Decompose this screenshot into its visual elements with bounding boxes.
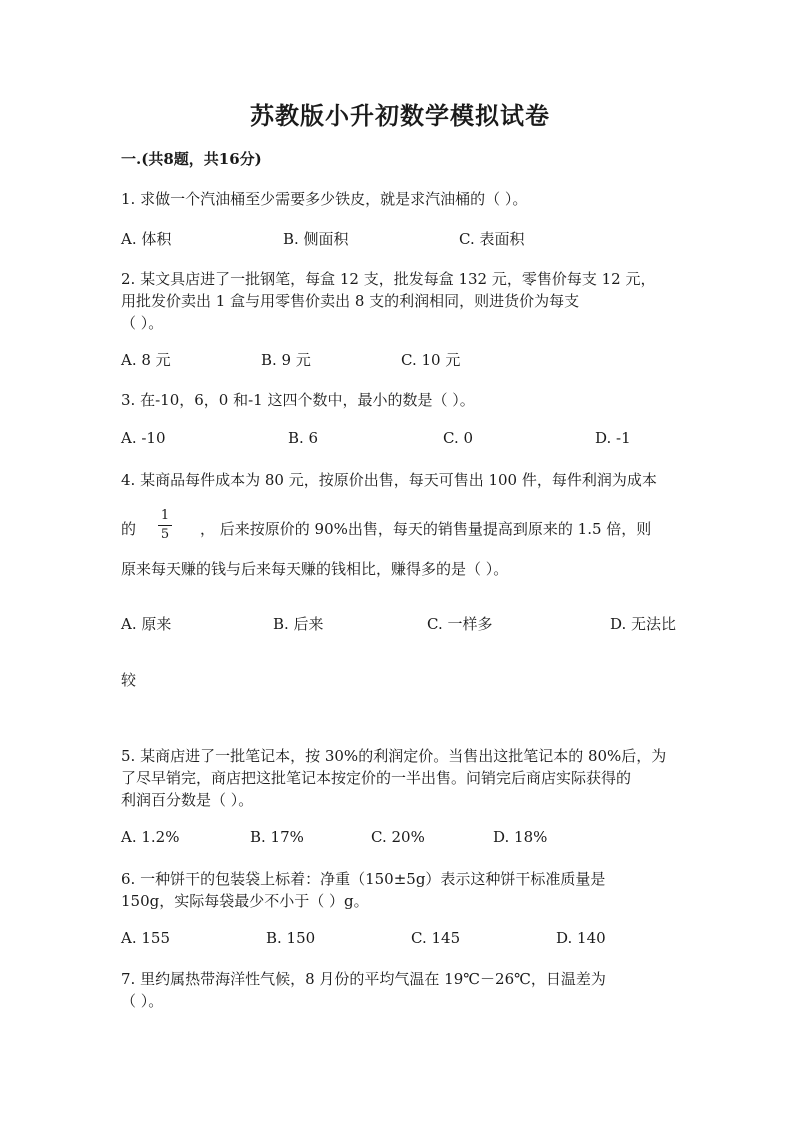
q1-option-c[interactable]: C. 表面积 (459, 230, 525, 248)
q6-option-a[interactable]: A. 155 (121, 929, 170, 947)
q2-option-b[interactable]: B. 9 元 (261, 351, 311, 369)
q1-option-b[interactable]: B. 侧面积 (283, 230, 349, 248)
q3-option-a[interactable]: A. -10 (121, 429, 166, 447)
q6-option-c[interactable]: C. 145 (411, 929, 461, 947)
question-2-line-3: （ ）。 (121, 314, 164, 332)
question-7-line-2: （ ）。 (121, 992, 164, 1010)
q3-option-b[interactable]: B. 6 (288, 429, 319, 447)
question-1-text: 1. 求做一个汽油桶至少需要多少铁皮，就是求汽油桶的（ ）。 (121, 190, 528, 208)
q4-option-d[interactable]: D. 无法比 (610, 615, 677, 633)
q5-option-a[interactable]: A. 1.2% (121, 828, 180, 846)
q3-option-c[interactable]: C. 0 (443, 429, 474, 447)
question-3-text: 3. 在-10，6，0 和-1 这四个数中，最小的数是（ ）。 (121, 391, 475, 409)
q2-option-c[interactable]: C. 10 元 (401, 351, 461, 369)
exam-title: 苏教版小升初数学模拟试卷 (250, 101, 550, 130)
question-6-line-1: 6. 一种饼干的包装袋上标着：净重（150±5g）表示这种饼干标准质量是 (121, 870, 606, 888)
fraction-denominator: 5 (160, 527, 170, 542)
question-4-line-1: 4. 某商品每件成本为 80 元，按原价出售，每天可售出 100 件，每件利润为成本 (121, 471, 657, 489)
fraction-numerator: 1 (158, 508, 172, 526)
q6-option-b[interactable]: B. 150 (266, 929, 316, 947)
question-5-line-3: 利润百分数是（ ）。 (121, 791, 254, 809)
q5-option-b[interactable]: B. 17% (250, 828, 304, 846)
question-4-line-2-rest: ， 后来按原价的 90%出售，每天的销售量提高到原来的 1.5 倍，则 (200, 520, 652, 538)
q4-option-d-wrap: 较 (121, 671, 137, 689)
question-2-line-2: 用批发价卖出 1 盒与用零售价卖出 8 支的利润相同，则进货价为每支 (121, 292, 580, 310)
section-heading: 一.(共8题，共16分) (121, 150, 262, 168)
q5-option-c[interactable]: C. 20% (371, 828, 425, 846)
q4-option-a[interactable]: A. 原来 (121, 615, 172, 633)
fraction-one-fifth (158, 508, 172, 543)
question-5-line-1: 5. 某商店进了一批笔记本，按 30%的利润定价。当售出这批笔记本的 80%后，为 (121, 747, 667, 765)
q5-option-d[interactable]: D. 18% (493, 828, 548, 846)
q6-option-d[interactable]: D. 140 (556, 929, 606, 947)
question-2-line-1: 2. 某文具店进了一批钢笔，每盒 12 支，批发每盒 132 元，零售价每支 12 元， (121, 270, 656, 288)
q2-option-a[interactable]: A. 8 元 (121, 351, 171, 369)
question-5-line-2: 了尽早销完，商店把这批笔记本按定价的一半出售。问销完后商店实际获得的 (121, 769, 632, 787)
q1-option-a[interactable]: A. 体积 (121, 230, 172, 248)
q4-option-b[interactable]: B. 后来 (273, 615, 324, 633)
question-4-line-3: 原来每天赚的钱与后来每天赚的钱相比，赚得多的是（ ）。 (121, 560, 509, 578)
question-6-line-2: 150g，实际每袋最少不小于（ ）g。 (121, 892, 369, 910)
q4-option-c[interactable]: C. 一样多 (427, 615, 493, 633)
q3-option-d[interactable]: D. -1 (595, 429, 631, 447)
question-7-line-1: 7. 里约属热带海洋性气候，8 月份的平均气温在 19℃－26℃，日温差为 (121, 970, 606, 988)
question-4-line-2-prefix: 的 (121, 520, 137, 538)
